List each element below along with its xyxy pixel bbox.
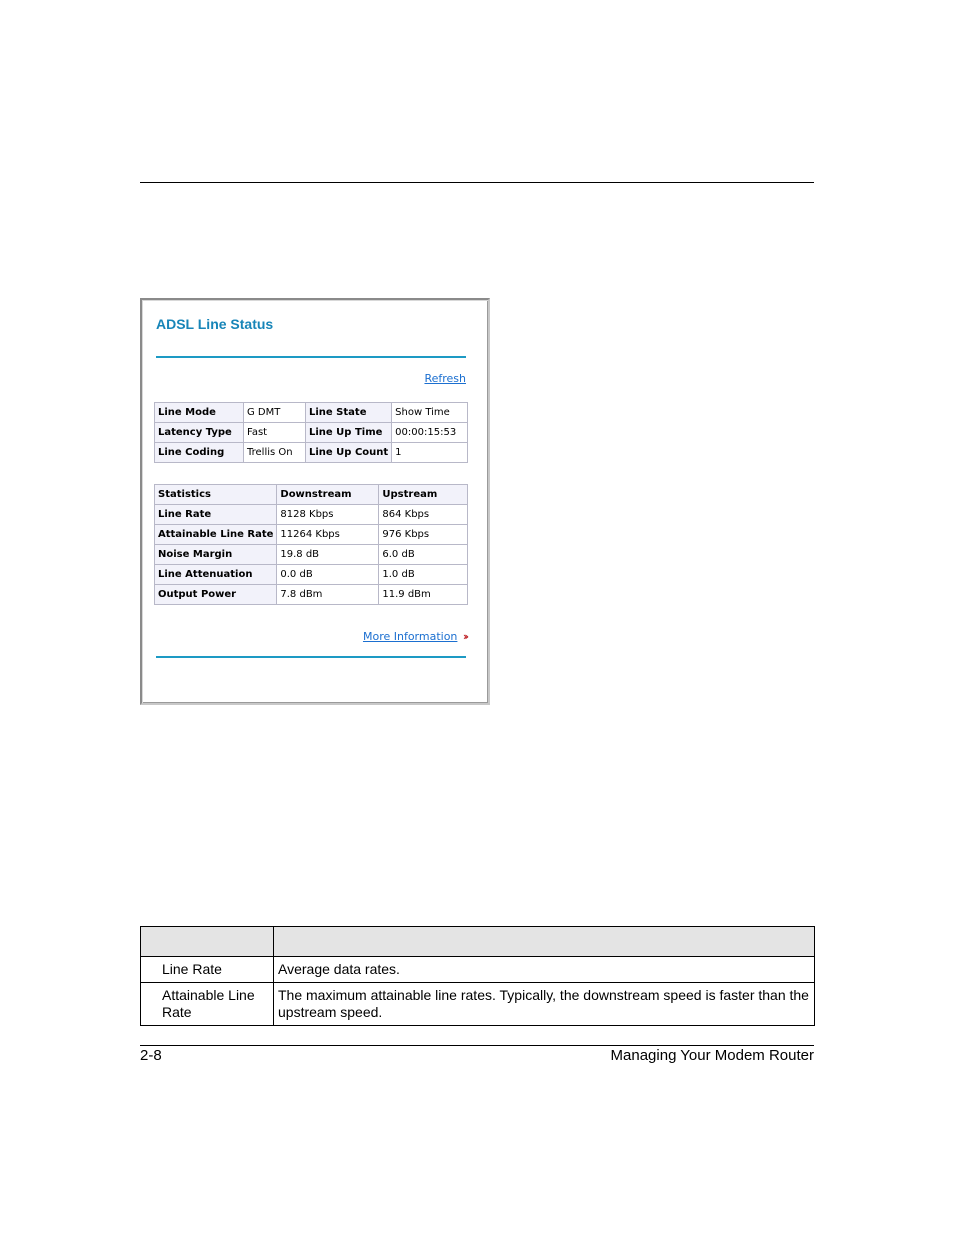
page-number: 2-8 [140, 1047, 162, 1064]
field-description: Average data rates. [274, 957, 815, 983]
more-information-label: More Information [362, 630, 458, 643]
stat-label: Line Rate [155, 505, 277, 525]
stat-upstream: 1.0 dB [379, 565, 468, 585]
table-row [141, 983, 815, 1026]
footer-rule [140, 1045, 814, 1046]
stat-downstream: 0.0 dB [277, 565, 379, 585]
line-state-value: Show Time [392, 403, 468, 423]
stat-upstream: 6.0 dB [379, 545, 468, 565]
table-row [155, 565, 468, 585]
stat-upstream: 976 Kbps [379, 525, 468, 545]
table-row [155, 545, 468, 565]
line-up-time-value: 00:00:15:53 [392, 423, 468, 443]
latency-type-label: Latency Type [155, 423, 244, 443]
table-row [155, 423, 468, 443]
table-row [155, 403, 468, 423]
upstream-header: Upstream [379, 485, 468, 505]
table-row [141, 957, 815, 983]
header-cell [274, 927, 815, 957]
header-cell [141, 927, 274, 957]
table-row [155, 443, 468, 463]
table-header-row [141, 927, 815, 957]
field-name: Attainable Line Rate [141, 983, 274, 1026]
field-name: Line Rate [141, 957, 274, 983]
stat-label: Output Power [155, 585, 277, 605]
stat-upstream: 11.9 dBm [379, 585, 468, 605]
double-chevron-right-icon: ›› [462, 630, 466, 643]
table-row [155, 525, 468, 545]
refresh-link[interactable]: Refresh [424, 372, 466, 385]
stat-label: Attainable Line Rate [155, 525, 277, 545]
table-row [155, 505, 468, 525]
line-up-count-label: Line Up Count [306, 443, 392, 463]
downstream-header: Downstream [277, 485, 379, 505]
line-state-label: Line State [306, 403, 392, 423]
stat-downstream: 8128 Kbps [277, 505, 379, 525]
line-status-table [154, 402, 468, 463]
stat-downstream: 11264 Kbps [277, 525, 379, 545]
adsl-status-screenshot [140, 298, 490, 705]
chapter-title: Managing Your Modem Router [610, 1047, 814, 1064]
stat-downstream: 19.8 dB [277, 545, 379, 565]
more-information-link[interactable] [363, 630, 466, 643]
latency-type-value: Fast [244, 423, 306, 443]
stat-label: Line Attenuation [155, 565, 277, 585]
statistics-header: Statistics [155, 485, 277, 505]
panel-title: ADSL Line Status [156, 316, 274, 332]
panel-bottom-rule [156, 656, 466, 658]
line-coding-value: Trellis On [244, 443, 306, 463]
line-mode-label: Line Mode [155, 403, 244, 423]
statistics-table [154, 484, 468, 605]
line-coding-label: Line Coding [155, 443, 244, 463]
stat-upstream: 864 Kbps [379, 505, 468, 525]
header-rule [140, 182, 814, 183]
line-up-time-label: Line Up Time [306, 423, 392, 443]
table-row [155, 585, 468, 605]
line-mode-value: G DMT [244, 403, 306, 423]
table-header-row [155, 485, 468, 505]
stat-label: Noise Margin [155, 545, 277, 565]
field-description: The maximum attainable line rates. Typically, the downstream speed is faster than the upstream speed. [274, 983, 815, 1026]
line-up-count-value: 1 [392, 443, 468, 463]
panel-top-rule [156, 356, 466, 358]
stat-downstream: 7.8 dBm [277, 585, 379, 605]
description-table [140, 926, 815, 1026]
